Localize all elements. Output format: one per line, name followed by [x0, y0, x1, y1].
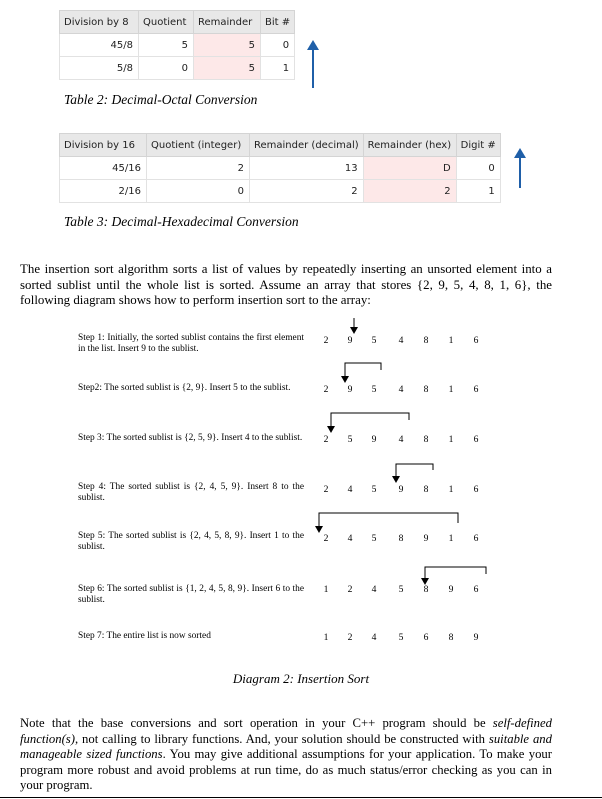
array-value: 6 — [473, 335, 479, 346]
page-bottom-rule — [0, 797, 602, 798]
array-value: 8 — [423, 335, 429, 346]
array-value: 5 — [398, 632, 404, 643]
t2-header-bit: Bit # — [261, 11, 295, 34]
array-value: 8 — [423, 484, 429, 495]
array-value: 1 — [323, 632, 329, 643]
array-value: 5 — [398, 584, 404, 595]
array-value: 8 — [423, 384, 429, 395]
array-value: 5 — [371, 384, 377, 395]
array-value: 8 — [423, 434, 429, 445]
array-value: 9 — [347, 335, 353, 346]
array-value: 2 — [347, 584, 353, 595]
step-text: Step 6: The sorted sublist is {1, 2, 4, 5, 8, 9}. Insert 6 to the sublist. — [78, 584, 304, 605]
array-value: 9 — [398, 484, 404, 495]
array-value: 8 — [398, 533, 404, 544]
table2-caption: Table 2: Decimal-Octal Conversion — [64, 92, 258, 107]
array-value: 5 — [347, 434, 353, 445]
array-value: 4 — [347, 484, 353, 495]
t3-cell: 13 — [250, 157, 364, 180]
array-value: 4 — [398, 384, 404, 395]
step-text: Step 5: The sorted sublist is {2, 4, 5, 8, 9}. Insert 1 to the sublist. — [78, 531, 304, 552]
array-value: 4 — [398, 335, 404, 346]
t3-cell: 2/16 — [60, 180, 147, 203]
array-value: 6 — [473, 384, 479, 395]
t3-header-quotient: Quotient (integer) — [147, 134, 250, 157]
array-value: 2 — [323, 384, 329, 395]
t2-cell: 0 — [261, 34, 295, 57]
note-text: Note that the base conversions and sort operation in your C++ program should be — [20, 716, 493, 730]
array-value: 1 — [323, 584, 329, 595]
diagram-caption: Diagram 2: Insertion Sort — [232, 671, 370, 686]
t3-cell: D — [363, 157, 456, 180]
array-value: 5 — [371, 533, 377, 544]
array-value: 2 — [323, 335, 329, 346]
t2-cell: 45/8 — [60, 34, 139, 57]
array-value: 4 — [371, 632, 377, 643]
note-emphasis: suitable and manageable sized functions — [20, 731, 552, 762]
array-value: 8 — [448, 632, 454, 643]
array-value: 6 — [473, 584, 479, 595]
t3-cell: 45/16 — [60, 157, 147, 180]
array-value: 1 — [448, 384, 454, 395]
t3-cell: 1 — [456, 180, 500, 203]
array-value: 4 — [371, 584, 377, 595]
array-value: 5 — [371, 335, 377, 346]
array-value: 9 — [473, 632, 479, 643]
t2-cell: 5 — [194, 34, 261, 57]
array-value: 6 — [473, 484, 479, 495]
array-value: 1 — [448, 533, 454, 544]
array-value: 4 — [398, 434, 404, 445]
step-text: Step 1: Initially, the sorted sublist contains the first element in the list. Insert 9 to the sublist. — [78, 333, 304, 354]
array-value: 5 — [371, 484, 377, 495]
t3-header-division: Division by 16 — [60, 134, 147, 157]
array-value: 9 — [448, 584, 454, 595]
note-paragraph — [20, 716, 552, 794]
step-text: Step 4: The sorted sublist is {2, 4, 5, 9}. Insert 8 to the sublist. — [78, 482, 304, 503]
array-value: 1 — [448, 484, 454, 495]
array-value: 9 — [371, 434, 377, 445]
array-value: 6 — [423, 632, 429, 643]
t3-cell: 0 — [456, 157, 500, 180]
t3-header-rem-dec: Remainder (decimal) — [250, 134, 364, 157]
array-value: 6 — [473, 434, 479, 445]
t2-cell: 5 — [194, 57, 261, 80]
insertion-sort-intro: The insertion sort algorithm sorts a list of values by repeatedly inserting an unsorted element into a sorted sublist until the whole list is sorted. Assume an array that stores {2, 9, 5, 4, 8, 1, 6}, the following diagram shows how to perform insertion sort to the array: — [20, 262, 552, 308]
array-value: 4 — [347, 533, 353, 544]
t3-cell: 2 — [363, 180, 456, 203]
t3-cell: 2 — [147, 157, 250, 180]
t2-cell: 0 — [139, 57, 194, 80]
step-text: Step2: The sorted sublist is {2, 9}. Insert 5 to the sublist. — [78, 383, 291, 393]
array-value: 2 — [323, 484, 329, 495]
array-value: 2 — [347, 632, 353, 643]
t2-header-remainder: Remainder — [194, 11, 261, 34]
array-value: 9 — [347, 384, 353, 395]
array-value: 8 — [423, 584, 429, 595]
t3-header-digit: Digit # — [456, 134, 500, 157]
t2-header-division: Division by 8 — [60, 11, 139, 34]
t3-cell: 2 — [250, 180, 364, 203]
t2-cell: 5 — [139, 34, 194, 57]
array-value: 6 — [473, 533, 479, 544]
t2-cell: 1 — [261, 57, 295, 80]
array-value: 2 — [323, 533, 329, 544]
t3-cell: 0 — [147, 180, 250, 203]
array-value: 9 — [423, 533, 429, 544]
t3-header-rem-hex: Remainder (hex) — [363, 134, 456, 157]
array-value: 1 — [448, 335, 454, 346]
step-text: Step 7: The entire list is now sorted — [78, 631, 211, 641]
t2-cell: 5/8 — [60, 57, 139, 80]
array-value: 2 — [323, 434, 329, 445]
step-text: Step 3: The sorted sublist is {2, 5, 9}. Insert 4 to the sublist. — [78, 433, 303, 443]
note-emphasis: self-defined function(s) — [20, 716, 552, 746]
note-text: , not calling to library functions. And, your solution should be constructed with — [74, 731, 489, 746]
note-text: . You may give additional assumptions for your application. To make your program more robust and avoid problems at run time, do as much status/error checking as you can in your program. — [20, 747, 552, 793]
t2-header-quotient: Quotient — [139, 11, 194, 34]
table3-caption: Table 3: Decimal-Hexadecimal Conversion — [64, 214, 299, 229]
array-value: 1 — [448, 434, 454, 445]
